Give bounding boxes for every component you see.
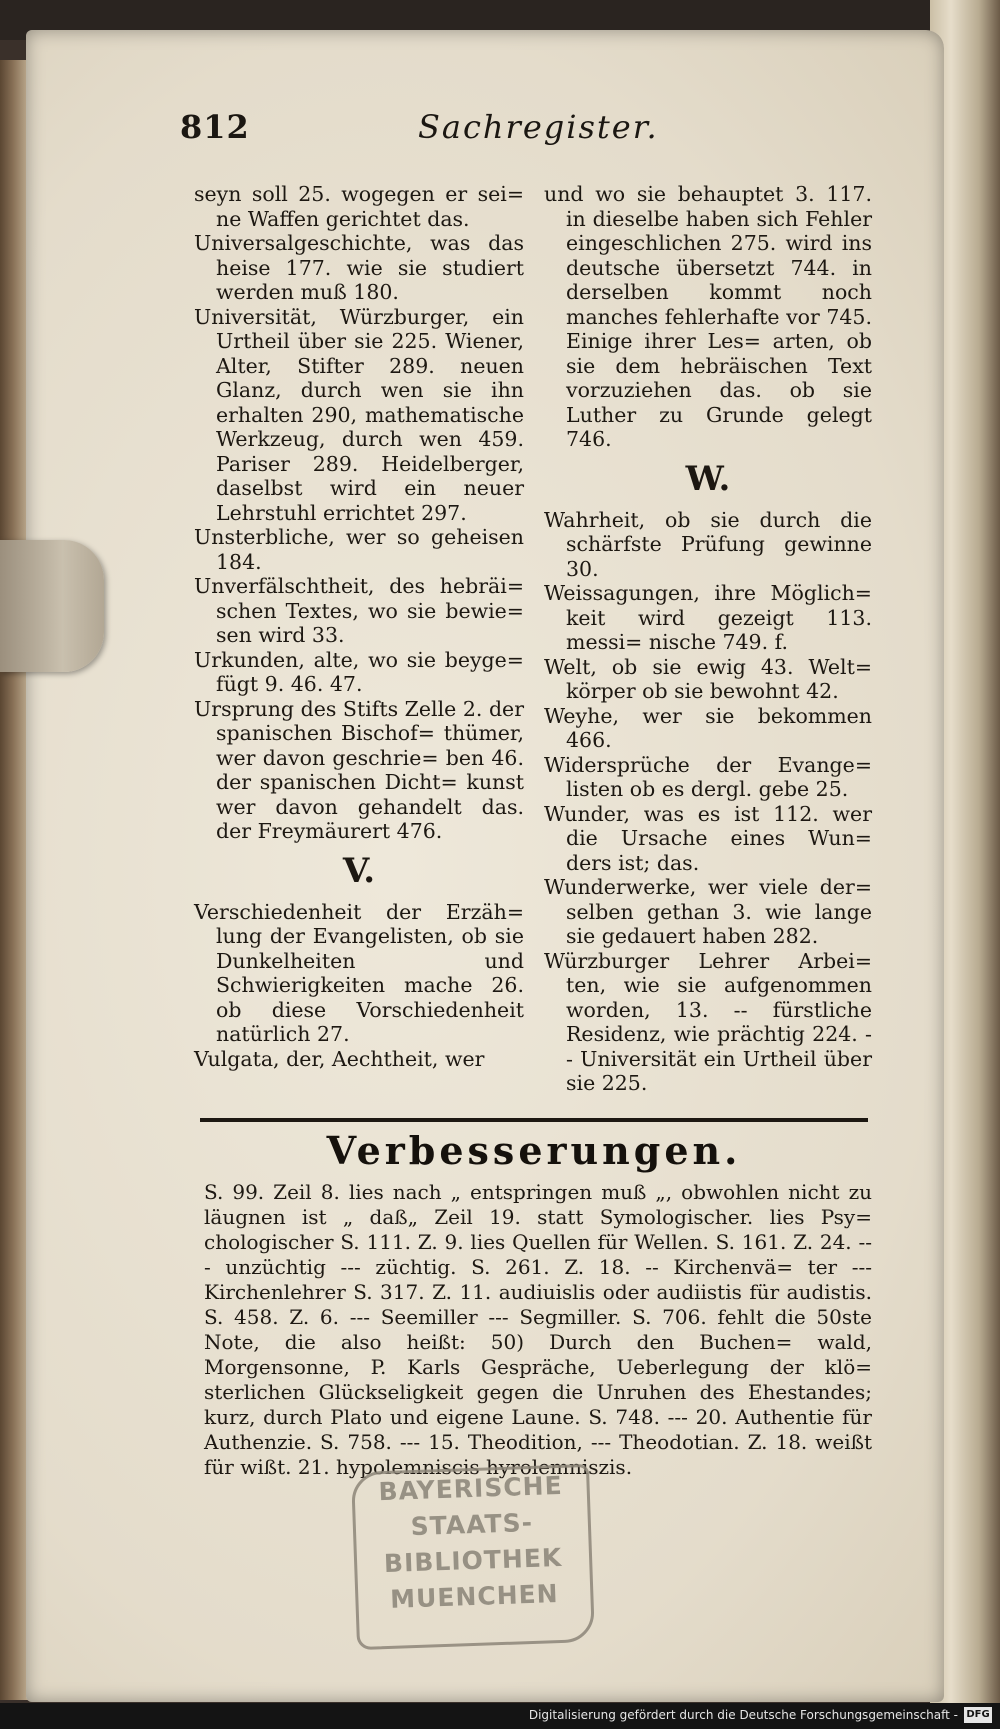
index-entry: Unsterbliche, wer so geheisen 184. [194, 525, 524, 574]
bookmark-clip [0, 540, 104, 672]
page-header [156, 108, 876, 156]
divider-thick [200, 1118, 868, 1122]
index-column-right [544, 182, 872, 1096]
stamp-line: MUENCHEN [389, 1579, 560, 1614]
letter-heading: V. [342, 850, 376, 891]
index-entry: Universalgeschichte, was das heise 177. wie sie studiert werden muß 180. [194, 231, 524, 304]
index-column-left [194, 182, 524, 1071]
index-entry: Weyhe, wer sie bekommen 466. [544, 703, 872, 752]
index-entry: Ursprung des Stifts Zelle 2. der spanischen Bischof= thümer, wer davon geschrie= ben 46. der spanischen Dicht= kunst wer davon gehandelt das. der Freymäurert 476. [194, 696, 524, 843]
index-entry: und wo sie behauptet 3. 117. in dieselbe haben sich Fehler eingeschlichen 275. wird ins deutsche übersetzt 744. in derselben kommt noch manches fehlerhafte vor 745. Einige ihrer Les= arten, ob sie dem hebräischen Text vorzuziehen das. ob sie Luther zu Grunde gelegt 746. [544, 182, 872, 451]
index-entry: Wahrheit, ob sie durch die schärfste Prüfung gewinne 30. [544, 507, 872, 581]
index-entry: Weissagungen, ihre Möglich= keit wird gezeigt 113. messi= nische 749. f. [544, 581, 872, 654]
dfg-logo: DFG [964, 1707, 992, 1723]
footer-credit: Digitalisierung gefördert durch die Deutsche Forschungsgemeinschaft - [528, 1708, 958, 1722]
page-number: 812 [180, 108, 250, 146]
library-stamp [351, 1464, 595, 1650]
page-title: Sachregister. [418, 108, 659, 146]
index-entry: Unverfälschtheit, des hebräi= schen Textes, wo sie bewie= sen wird 33. [194, 574, 524, 647]
letter-heading: W. [685, 458, 731, 499]
index-entry: Universität, Würzburger, ein Urtheil über sie 225. Wiener, Alter, Stifter 289. neuen Glanz, durch wen sie ihn erhalten 290, mathematische Werkzeug, durch wen 459. Pariser 289. Heidelberger, daselbst wird ein neuer Lehrstuhl errichtet 297. [194, 304, 524, 525]
stamp-line: BAYERISCHE [378, 1470, 564, 1507]
index-entry: Wunderwerke, wer viele der= selben gethan 3. wie lange sie gedauert haben 282. [544, 875, 872, 948]
index-entry: Wunder, was es ist 112. wer die Ursache eines Wun= ders ist; das. [544, 801, 872, 875]
index-entry: Verschiedenheit der Erzäh= lung der Evangelisten, ob sie Dunkelheiten und Schwierigkeiten mache 26. ob diese Vorschiedenheit natürlich 27. [194, 899, 524, 1046]
index-entry: Urkunden, alte, wo sie beyge= fügt 9. 46. 47. [194, 647, 524, 696]
section-divider [200, 1118, 868, 1126]
stamp-line: BIBLIOTHEK [383, 1542, 563, 1579]
index-entry: Würzburger Lehrer Arbei= ten, wie sie aufgenommen worden, 13. -- fürstliche Residenz, wie prächtig 224. -- Universität ein Urtheil über sie 225. [544, 948, 872, 1095]
footer-bar [0, 1703, 1000, 1729]
index-entry: Vulgata, der, Aechtheit, wer [194, 1046, 485, 1071]
index-entry: Widersprüche der Evange= listen ob es dergl. gebe 25. [544, 752, 872, 801]
index-entry: Welt, ob sie ewig 43. Welt= körper ob sie bewohnt 42. [544, 654, 872, 703]
corrections-text: S. 99. Zeil 8. lies nach „ entspringen muß „, obwohlen nicht zu läugnen ist „ daß„ Zeil 19. statt Symologischer. lies Psy= chologischer S. 111. Z. 9. lies Quellen für Wellen. S. 161. Z. 24. --- unzüchtig --- züchtig. S. 261. Z. 18. -- Kirchenvä= ter --- Kirchenlehrer S. 317. Z. 11. audiuislis oder audiistis für audistis. S. 458. Z. 6. --- Seemiller --- Segmiller. S. 706. fehlt die 50ste Note, die also heißt: 50) Durch den Buchen= wald, Morgensonne, P. Karls Gespräche, Ueberlegung der klö= sterlichen Glückseligkeit gegen die Unruhen des Ehestandes; kurz, durch Plato und eigene Laune. S. 748. --- 20. Authentie für Authenzie. S. 758. --- 15. Theodition, --- Theodotian. Z. 18. weißt für wißt. 21. hypolemniscis hyrolemniszis. [204, 1180, 872, 1479]
stamp-line: STAATS- [410, 1507, 534, 1542]
index-entry: seyn soll 25. wogegen er sei= ne Waffen gerichtet das. [194, 182, 524, 231]
corrections-title: Verbesserungen. [326, 1128, 742, 1173]
